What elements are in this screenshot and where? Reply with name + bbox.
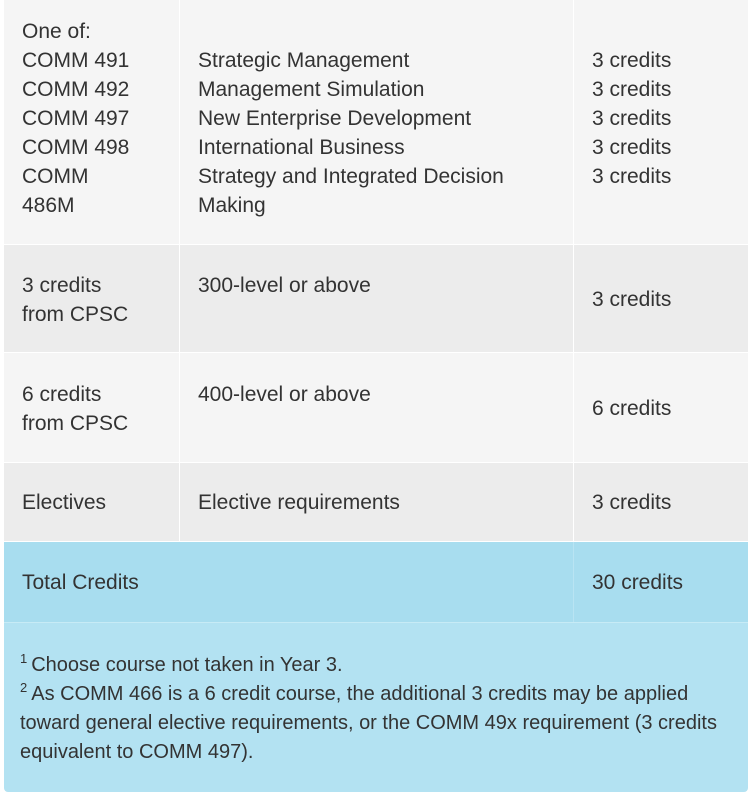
credit-value: 6 credits bbox=[592, 397, 672, 420]
description-cell bbox=[179, 353, 573, 462]
course-code: COMM bbox=[22, 165, 89, 188]
description-cell bbox=[179, 0, 573, 244]
course-title: Management Simulation bbox=[198, 78, 425, 101]
table-row bbox=[4, 0, 748, 245]
description-text: 400-level or above bbox=[198, 383, 371, 406]
requirement-line: from CPSC bbox=[22, 412, 129, 435]
credits-cell bbox=[573, 463, 748, 541]
requirement-line: 3 credits bbox=[22, 274, 102, 297]
course-title: Strategy and Integrated Decision bbox=[198, 165, 504, 188]
requirement-cell bbox=[4, 0, 179, 244]
footnote-text: Choose course not taken in Year 3. bbox=[31, 654, 343, 676]
credits-cell bbox=[573, 245, 748, 352]
total-label: Total Credits bbox=[22, 571, 139, 594]
footnote-mark: 1 bbox=[20, 651, 28, 666]
footnote bbox=[20, 651, 730, 680]
requirement-line: One of: bbox=[22, 20, 91, 43]
description-text: 300-level or above bbox=[198, 274, 371, 297]
requirement-cell bbox=[4, 245, 179, 352]
requirement-cell bbox=[4, 353, 179, 462]
credits-cell bbox=[573, 0, 748, 244]
credit-value: 3 credits bbox=[592, 491, 672, 514]
requirement-line: 6 credits bbox=[22, 383, 102, 406]
credit-value: 3 credits bbox=[592, 78, 672, 101]
course-title: International Business bbox=[198, 136, 405, 159]
credits-cell bbox=[573, 353, 748, 462]
total-credits-cell bbox=[573, 542, 748, 622]
requirement-cell bbox=[4, 463, 179, 541]
course-code: COMM 497 bbox=[22, 107, 130, 130]
course-code: COMM 492 bbox=[22, 78, 130, 101]
footnote-mark: 2 bbox=[20, 680, 28, 695]
table-row bbox=[4, 245, 748, 353]
total-label-cell bbox=[4, 542, 573, 622]
credit-value: 3 credits bbox=[592, 165, 672, 188]
description-cell bbox=[179, 245, 573, 352]
footnote-text: As COMM 466 is a 6 credit course, the additional 3 credits may be applied toward general elective requirements, or the COMM 49x requirement (3 credits equivalent to COMM 497). bbox=[20, 683, 717, 763]
credit-value: 3 credits bbox=[592, 49, 672, 72]
requirement-line: from CPSC bbox=[22, 303, 129, 326]
table-row bbox=[4, 463, 748, 542]
course-code: COMM 491 bbox=[22, 49, 130, 72]
course-title: Making bbox=[198, 194, 266, 217]
footnote bbox=[20, 680, 730, 767]
course-code: 486M bbox=[22, 194, 75, 217]
requirement-line: Electives bbox=[22, 491, 107, 514]
course-code: COMM 498 bbox=[22, 136, 130, 159]
description-cell bbox=[179, 463, 573, 541]
table-row bbox=[4, 353, 748, 463]
footnotes bbox=[4, 623, 748, 792]
description-text: Elective requirements bbox=[198, 491, 400, 514]
total-credits: 30 credits bbox=[592, 571, 684, 594]
credit-value: 3 credits bbox=[592, 107, 672, 130]
credit-value: 3 credits bbox=[592, 136, 672, 159]
requirements-table bbox=[4, 0, 748, 542]
course-title: Strategic Management bbox=[198, 49, 410, 72]
course-title: New Enterprise Development bbox=[198, 107, 472, 130]
total-row bbox=[4, 542, 748, 623]
credit-value: 3 credits bbox=[592, 288, 672, 311]
